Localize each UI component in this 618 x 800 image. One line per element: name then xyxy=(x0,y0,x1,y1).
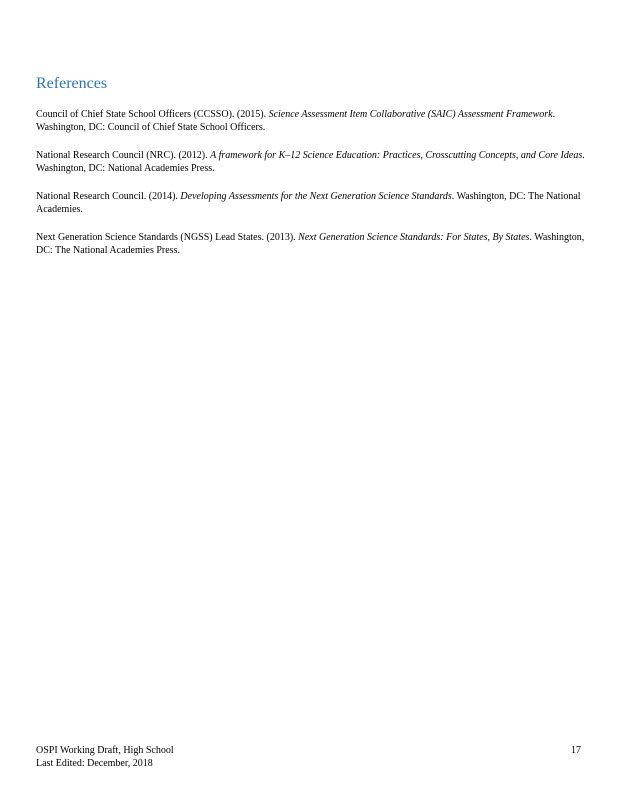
reference-item xyxy=(36,231,592,257)
page-number: 17 xyxy=(571,745,581,756)
reference-item xyxy=(36,190,592,216)
reference-title: A framework for K–12 Science Education: Practices, Crosscutting Concepts, and Core Ideas xyxy=(210,150,583,161)
reference-title: Developing Assessments for the Next Generation Science Standards xyxy=(180,191,452,202)
footer-draft-label: OSPI Working Draft, High School xyxy=(36,745,174,756)
reference-publisher: . Washington, DC: The National Academies. xyxy=(36,191,581,215)
reference-citation: National Research Council. (2014). xyxy=(36,191,181,202)
reference-item xyxy=(36,108,592,134)
reference-citation: National Research Council (NRC). (2012). xyxy=(36,150,211,161)
reference-publisher: . Washington, DC: The National Academies Press. xyxy=(36,232,585,256)
footer-last-edited: Last Edited: December, 2018 xyxy=(36,758,153,769)
reference-citation: Council of Chief State School Officers (CCSSO). (2015). xyxy=(36,109,269,120)
reference-title: Science Assessment Item Collaborative (SAIC) Assessment Framework xyxy=(268,109,553,120)
reference-title: Next Generation Science Standards: For States, By States xyxy=(298,232,530,243)
reference-publisher: . Washington, DC: Council of Chief State School Officers. xyxy=(36,109,556,133)
reference-item xyxy=(36,149,592,175)
reference-citation: Next Generation Science Standards (NGSS) Lead States. (2013). xyxy=(36,232,299,243)
page-footer xyxy=(36,744,174,770)
reference-publisher: . Washington, DC: National Academies Press. xyxy=(36,150,585,174)
reference-list xyxy=(36,108,592,272)
references-heading: References xyxy=(36,75,108,92)
